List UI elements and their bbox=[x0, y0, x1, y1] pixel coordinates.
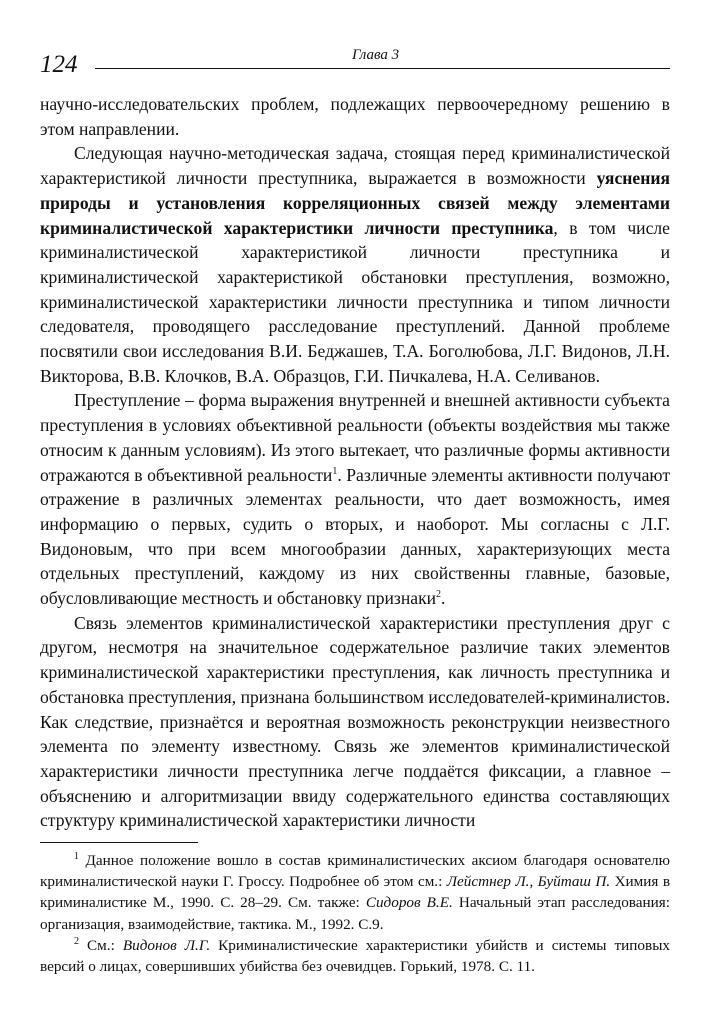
paragraph bbox=[40, 92, 670, 141]
author-name: Лейстнер Л., Буйташ П. bbox=[446, 873, 611, 891]
footnote bbox=[40, 850, 670, 935]
author-name: Сидоров В.Е. bbox=[365, 894, 453, 912]
text-run: Химия в криминалистике М., 1990. С. 28–29. См. также: bbox=[40, 873, 670, 912]
footnote-rule bbox=[40, 842, 198, 843]
running-header bbox=[40, 44, 670, 84]
body-text bbox=[40, 92, 670, 833]
page-number: 124 bbox=[40, 51, 78, 78]
footnote-marker: 2 bbox=[436, 589, 442, 601]
footnote bbox=[40, 935, 670, 977]
bold-text: уяснения природы и установления корреляционных связей между элементами криминалистической характеристики личности преступника bbox=[40, 168, 670, 238]
header-rule bbox=[95, 68, 670, 69]
text-run: . bbox=[441, 588, 446, 609]
text-run: научно-исследовательских проблем, подлежащих первоочередному решению в этом направлении. bbox=[40, 94, 670, 139]
text-run: Преступление – форма выражения внутренней и внешней активности субъекта преступления в условиях объективной реальности (объекты воздействия мы также относим к данным условиям). Из этого вытекает, что различные формы активности отражаются в объективной реальности bbox=[40, 390, 670, 485]
text-run: См.: bbox=[79, 936, 123, 954]
footnote-marker: 1 bbox=[332, 465, 338, 477]
paragraph bbox=[40, 141, 670, 388]
text-run: Связь элементов криминалистической характеристики преступления друг с другом, несмотря на значительное содержательное различие таких элементов криминалистической характеристики преступления, как личность преступника и обстановка преступления, признана большинством исследователей-криминалистов. Как следствие, признаётся и вероятная возможность реконструкции неизвестного элемента по элементу известному. Связь же элементов криминалистической характеристики личности преступника легче поддаётся фиксации, а главное – объяснению и алгоритмизации ввиду содержательного единства составляющих структуру криминалистической характеристики личности bbox=[40, 612, 670, 831]
text-run: Начальный этап расследования: организация, взаимодействие, тактика. М., 1992. С.9. bbox=[40, 894, 670, 933]
paragraph bbox=[40, 611, 670, 833]
text-run: , в том числе криминалистической характеристикой личности преступника и криминалистической характеристикой обстановки преступления, возможно, криминалистической характеристики личности преступника и типом личности следователя, проводящего расследование преступлений. Данной проблеме посвятили свои исследования В.И. Беджашев, Т.А. Боголюбова, Л.Г. Видонов, Л.Н. Викторова, В.В. Клочков, В.А. Образцов, Г.И. Пичкалева, Н.А. Селиванов. bbox=[40, 217, 670, 386]
author-name: Видонов Л.Г. bbox=[122, 936, 211, 954]
footnote-marker: 2 bbox=[74, 935, 79, 947]
paragraph bbox=[40, 388, 670, 610]
text-run: Данное положение вошло в состав криминалистических аксиом благодаря основателю криминалистической науки Г. Гроссу. Подробнее об этом см.: bbox=[40, 852, 670, 891]
chapter-title: Глава 3 bbox=[352, 47, 400, 63]
footnote-marker: 1 bbox=[74, 850, 79, 862]
text-run: Следующая научно-методическая задача, стоящая перед криминалистической характеристикой личности преступника, выражается в возможности bbox=[40, 143, 670, 189]
text-run: . Различные элементы активности получают отражение в различных элементах реальности, что дает возможность, имея информацию о первых, судить о вторых, и наоборот. Мы согласны с Л.Г. Видоновым, что при всем многообразии данных, характеризующих места отдельных преступлений, каждому из них свойственны главные, базовые, обусловливающие местность и обстановку признаки bbox=[40, 464, 671, 609]
text-run: Криминалистические характеристики убийств и системы типовых версий о лицах, совершивших убийства без очевидцев. Горький, 1978. С. 11. bbox=[40, 936, 670, 976]
footnotes bbox=[40, 850, 670, 977]
